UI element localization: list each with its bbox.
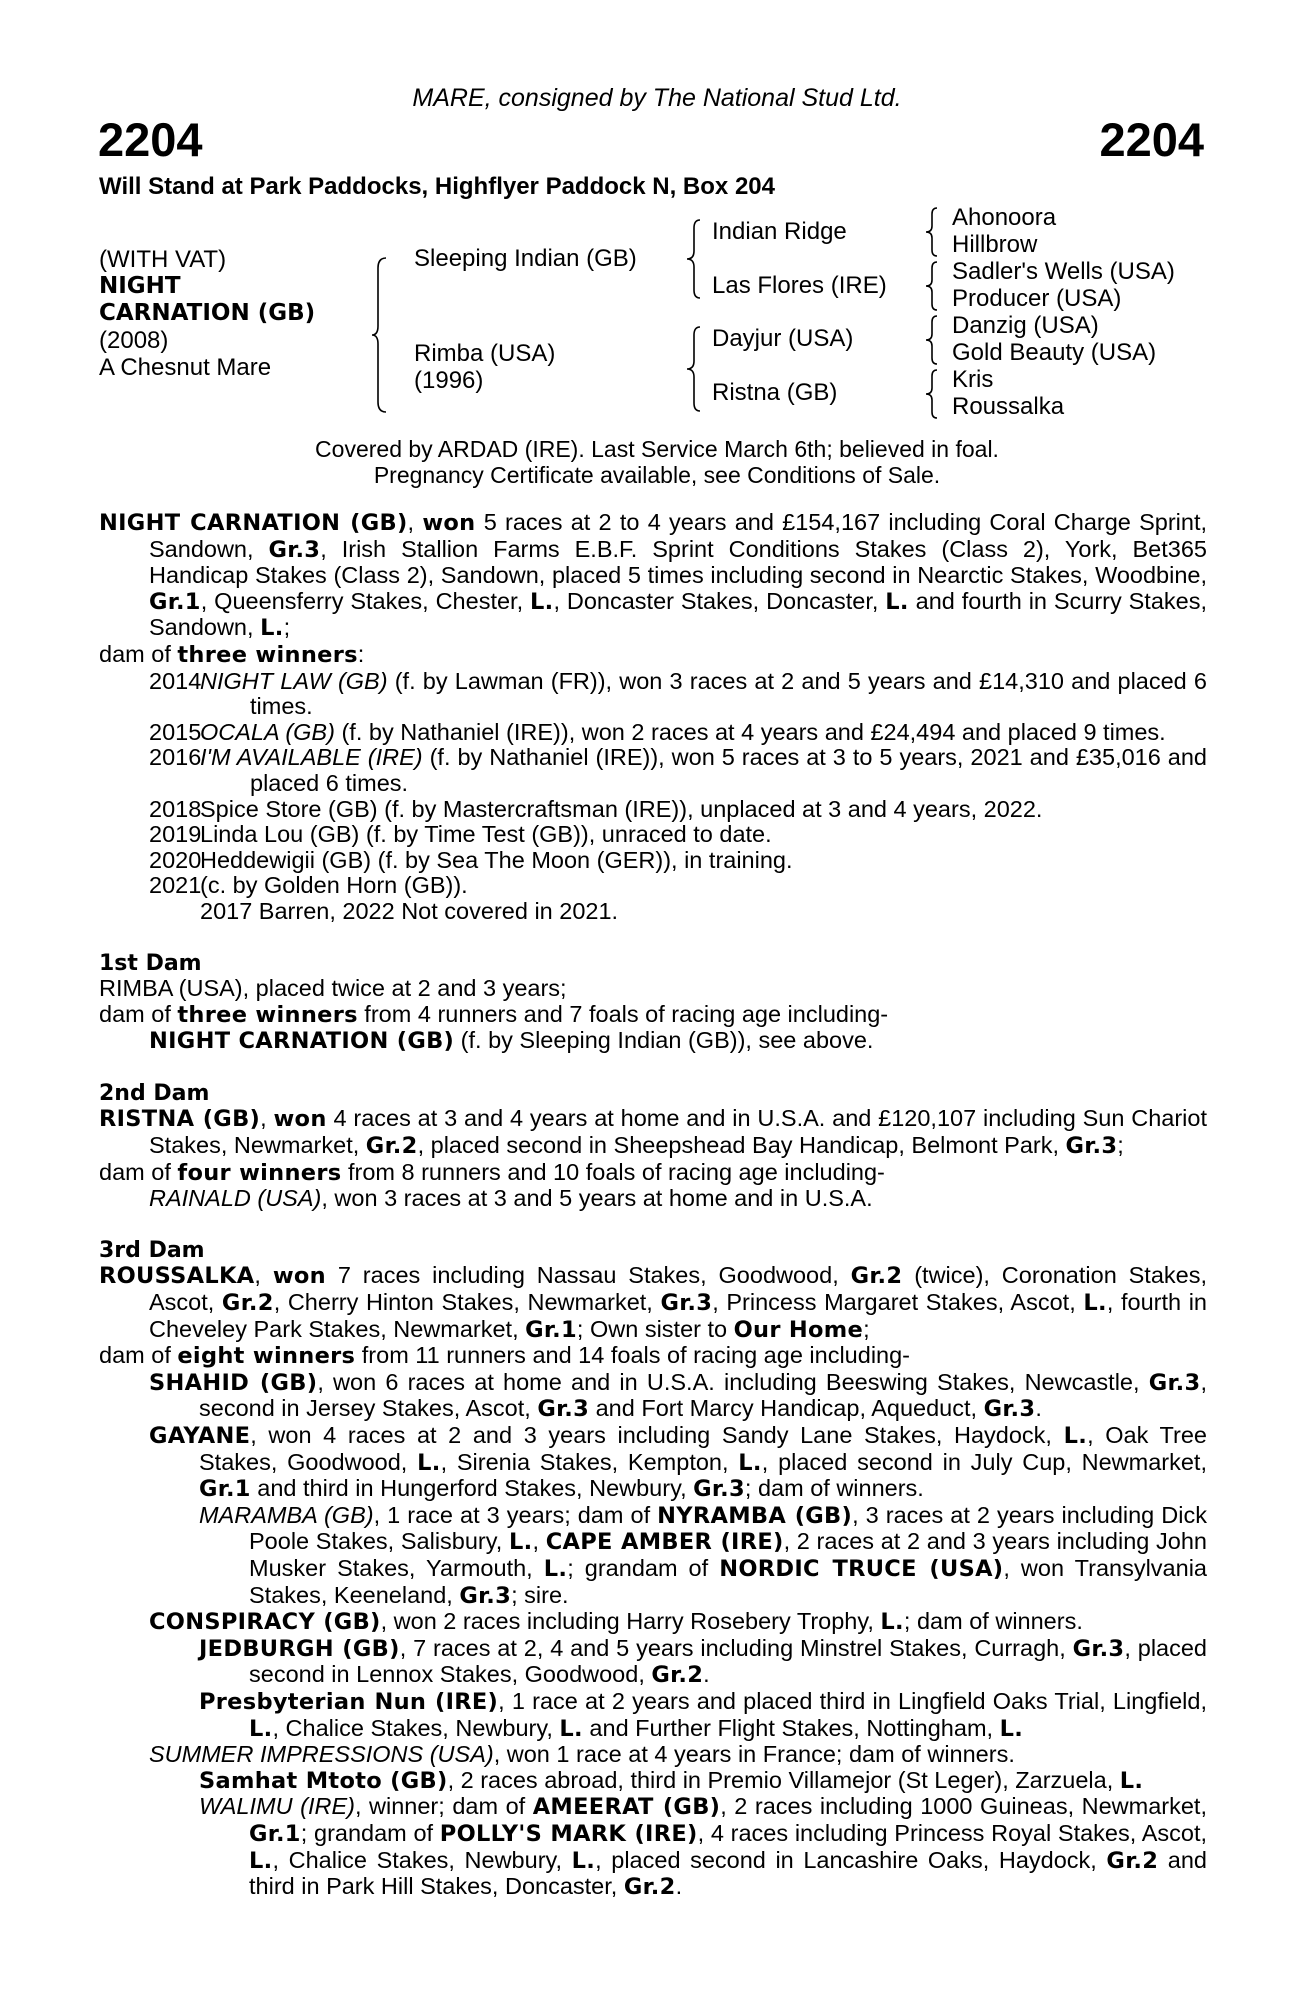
- produce-row: [99, 822, 1207, 848]
- consignor-line: MARE, consigned by The National Stud Ltd.: [412, 84, 902, 112]
- bold-text: L.: [1119, 1767, 1144, 1794]
- bold-text: L.: [885, 588, 909, 615]
- text-run: .: [1035, 1395, 1042, 1422]
- text-run: ; dam of winners.: [744, 1475, 924, 1502]
- text-run: , 2 races abroad, third in Premio Villamejor (St Leger), Zarzuela,: [447, 1766, 1120, 1793]
- horse-year: (2008): [99, 327, 169, 354]
- text-run: .: [675, 1873, 683, 1900]
- produce-year: [99, 899, 200, 925]
- italic-text: NIGHT LAW (GB): [200, 667, 388, 694]
- gg-8: Roussalka: [952, 393, 1065, 420]
- bold-text: SHAHID (GB): [149, 1369, 318, 1396]
- third-dam-entry: [99, 1503, 1207, 1609]
- third-dam-heading: 3rd Dam: [99, 1237, 205, 1263]
- text-run: , 7 races at 2, 4 and 5 years including Minstrel Stakes, Curragh,: [399, 1634, 1073, 1661]
- produce-row: [99, 899, 1207, 925]
- gg-2: Hillbrow: [952, 231, 1038, 258]
- bold-text: Samhat Mtoto (GB): [199, 1767, 448, 1794]
- italic-text: RAINALD (USA): [149, 1185, 322, 1212]
- dam-year: (1996): [414, 367, 484, 394]
- bold-text: Gr.3: [1065, 1133, 1118, 1160]
- brace-g12: [924, 206, 940, 258]
- bold-text: three winners: [177, 641, 358, 668]
- bold-text: Gr.1: [249, 1820, 301, 1847]
- italic-text: MARAMBA (GB): [199, 1501, 374, 1528]
- produce-row: [99, 848, 1207, 874]
- text-run: , placed second in Lennox Stakes, Goodwood,: [249, 1634, 1207, 1688]
- produce-row: [99, 745, 1207, 796]
- text-run: (f. by Nathaniel (IRE)), won 5 races at 3 to 5 years, 2021 and £35,016 and placed 6 times.: [250, 744, 1207, 796]
- bold-text: NIGHT CARNATION (GB): [99, 510, 408, 536]
- italic-text: I'M AVAILABLE (IRE): [200, 744, 423, 771]
- text-run: , won 3 races at 3 and 5 years at home and in U.S.A.: [321, 1185, 873, 1212]
- text-run: , Princess Margaret Stakes, Ascot,: [712, 1289, 1084, 1316]
- bold-text: Gr.3: [660, 1290, 713, 1317]
- produce-list: [99, 669, 1207, 925]
- dam-dam: Ristna (GB): [712, 379, 838, 406]
- text-run: , Queensferry Stakes, Chester,: [200, 587, 530, 614]
- brace-parents: [370, 256, 390, 414]
- bold-text: won: [272, 1263, 326, 1290]
- text-run: ; Own sister to: [576, 1315, 734, 1342]
- gg-4: Producer (USA): [952, 285, 1122, 312]
- text-run: , won 1 race at 4 years in France; dam of winners.: [493, 1741, 1015, 1768]
- text-run: ; grandam of: [300, 1819, 440, 1846]
- bold-text: Gr.2: [1106, 1847, 1159, 1874]
- text-run: ,: [407, 509, 423, 535]
- bold-text: Gr.3: [1148, 1369, 1201, 1396]
- produce-year: 2020: [149, 846, 202, 873]
- produce-row: [99, 669, 1207, 720]
- text-run: and third in Hungerford Stakes, Newbury,: [250, 1475, 694, 1502]
- text-run: ,: [260, 1105, 274, 1132]
- text-run: and Further Flight Stakes, Nottingham,: [582, 1714, 1000, 1741]
- produce-text: [200, 899, 1207, 925]
- text-run: dam of: [99, 640, 178, 667]
- produce-text: [200, 848, 1207, 874]
- text-run: , 2 races at 2 and 3 years including John Musker Stakes, Yarmouth,: [249, 1528, 1207, 1581]
- sire: Sleeping Indian (GB): [414, 245, 637, 272]
- second-dam-line-1: [99, 1106, 1207, 1159]
- catalogue-body: [99, 510, 1207, 1901]
- bold-text: Gr.3: [1072, 1635, 1125, 1662]
- italic-text: OCALA (GB): [200, 718, 335, 745]
- second-dam-line-3: [99, 1186, 1207, 1212]
- third-dam-entry: [99, 1609, 1207, 1636]
- second-dam-heading: 2nd Dam: [99, 1080, 210, 1106]
- third-dam-entry: [99, 1263, 1207, 1343]
- sire-sire: Indian Ridge: [712, 218, 847, 245]
- text-run: ;: [863, 1315, 870, 1342]
- text-run: , won 4 races at 2 and 3 years including Sandy Lane Stakes, Haydock,: [250, 1422, 1064, 1448]
- text-run: , Irish Stallion Farms E.B.F. Sprint Conditions Stakes (Class 2), York, Bet365 Handicap Stakes (Class 2), Sandown, placed 5 times including second in Nearctic Stakes, Woodbine,: [149, 535, 1207, 589]
- bold-text: L.: [880, 1609, 904, 1636]
- brace-dam-parents: [684, 325, 704, 413]
- third-dam-entry: [99, 1768, 1207, 1795]
- bold-text: L.: [999, 1715, 1024, 1742]
- bold-text: NORDIC TRUCE (USA): [719, 1555, 1004, 1582]
- bold-text: Gr.3: [983, 1396, 1036, 1423]
- text-run: from 8 runners and 10 foals of racing age including-: [341, 1158, 885, 1185]
- bold-text: CAPE AMBER (IRE): [545, 1529, 784, 1556]
- text-run: , 1 race at 2 years and placed third in Lingfield Oaks Trial, Lingfield,: [498, 1687, 1207, 1714]
- third-dam-entry: [99, 1742, 1207, 1768]
- text-run: ,: [532, 1528, 546, 1555]
- bold-text: won: [422, 510, 476, 536]
- gg-6: Gold Beauty (USA): [952, 339, 1157, 366]
- bold-text: ROUSSALKA: [99, 1263, 255, 1290]
- bold-text: L.: [508, 1529, 533, 1556]
- bold-text: CONSPIRACY (GB): [149, 1609, 381, 1636]
- third-dam-entry: [99, 1423, 1207, 1503]
- text-run: RIMBA (USA), placed twice at 2 and 3 years;: [99, 975, 567, 1002]
- produce-year: 2014: [149, 667, 202, 694]
- text-run: .: [703, 1661, 710, 1688]
- first-dam-heading: 1st Dam: [99, 950, 202, 976]
- bold-text: L.: [738, 1449, 762, 1476]
- produce-text: [200, 745, 1207, 796]
- text-run: , won 2 races including Harry Rosebery Trophy,: [380, 1608, 881, 1635]
- bold-text: JEDBURGH (GB): [199, 1635, 400, 1662]
- text-run: ; dam of winners.: [903, 1608, 1083, 1635]
- dam-of-three-line: [99, 642, 1207, 669]
- text-run: Spice Store (GB) (f. by Mastercraftsman (IRE)), unplaced at 3 and 4 years, 2022.: [200, 795, 1043, 822]
- text-run: ; grandam of: [567, 1554, 720, 1581]
- text-run: (c. by Golden Horn (GB)).: [200, 872, 468, 899]
- text-run: (twice), Coronation Stakes, Ascot,: [149, 1262, 1208, 1316]
- text-run: , placed second in July Cup, Newmarket,: [761, 1448, 1207, 1475]
- bold-text: Gr.3: [693, 1476, 745, 1503]
- lot-number-left: 2204: [98, 113, 203, 166]
- text-run: , 2 races including 1000 Guineas, Newmarket,: [720, 1793, 1207, 1820]
- bold-text: Gr.1: [149, 588, 201, 615]
- produce-text: [200, 822, 1207, 848]
- bold-text: GAYANE: [149, 1423, 251, 1449]
- bold-text: Gr.3: [537, 1396, 590, 1423]
- brace-g78: [924, 368, 940, 420]
- produce-year: 2019: [149, 821, 202, 848]
- horse-name-line1: NIGHT: [99, 273, 181, 299]
- text-run: , 3 races at 2 years including Dick Poole Stakes, Salisbury,: [249, 1501, 1207, 1555]
- bold-text: Presbyterian Nun (IRE): [199, 1688, 499, 1715]
- bold-text: POLLY'S MARK (IRE): [439, 1820, 698, 1847]
- bold-text: L.: [543, 1555, 568, 1582]
- text-run: , 1 race at 3 years; dam of: [373, 1501, 658, 1528]
- produce-text: [200, 797, 1207, 823]
- gg-7: Kris: [952, 366, 994, 393]
- bold-text: Our Home: [733, 1316, 864, 1343]
- text-run: , placed second in Sheepshead Bay Handicap, Belmont Park,: [417, 1132, 1066, 1159]
- text-run: ;: [1117, 1132, 1124, 1159]
- text-run: , Chalice Stakes, Newbury,: [272, 1846, 572, 1873]
- bold-text: Gr.2: [365, 1133, 418, 1160]
- text-run: 4 races at 3 and 4 years at home and in U.S.A. and £120,107 including Sun Chariot Stakes, Newmarket,: [149, 1105, 1207, 1159]
- covered-line-2: Pregnancy Certificate available, see Conditions of Sale.: [373, 462, 941, 488]
- sire-dam: Las Flores (IRE): [712, 272, 887, 299]
- produce-row: [99, 720, 1207, 746]
- night-carnation-paragraph: [99, 510, 1207, 642]
- italic-text: WALIMU (IRE): [199, 1793, 355, 1820]
- third-dam-entry: [99, 1370, 1207, 1423]
- bold-text: Gr.3: [459, 1582, 512, 1609]
- text-run: , Oak Tree Stakes, Goodwood,: [199, 1422, 1207, 1475]
- first-dam-line-2: [99, 1002, 1207, 1029]
- bold-text: L.: [1083, 1290, 1107, 1317]
- horse-vat: (WITH VAT): [99, 246, 227, 273]
- text-run: , Doncaster Stakes, Doncaster,: [553, 587, 886, 614]
- produce-row: [99, 797, 1207, 823]
- bold-text: L.: [260, 615, 284, 642]
- dam: Rimba (USA): [414, 340, 556, 367]
- text-run: dam of: [99, 1000, 178, 1027]
- produce-year: 2016: [149, 744, 202, 771]
- text-run: from 11 runners and 14 foals of racing age including-: [355, 1342, 911, 1369]
- text-run: :: [357, 640, 365, 667]
- third-dam-entry: [99, 1636, 1207, 1689]
- bold-text: three winners: [177, 1001, 358, 1028]
- text-run: , Cherry Hinton Stakes, Newmarket,: [273, 1289, 661, 1316]
- text-run: (f. by Sleeping Indian (GB)), see above.: [454, 1027, 874, 1054]
- text-run: dam of: [99, 1342, 178, 1369]
- bold-text: NIGHT CARNATION (GB): [149, 1028, 455, 1055]
- text-run: and Fort Marcy Handicap, Aqueduct,: [589, 1395, 984, 1422]
- stand-location: Will Stand at Park Paddocks, Highflyer Paddock N, Box 204: [99, 173, 775, 200]
- text-run: , second in Jersey Stakes, Ascot,: [199, 1368, 1207, 1422]
- covered-note: [0, 436, 1314, 488]
- brace-g56: [924, 314, 940, 366]
- text-run: , won Transylvania Stakes, Keeneland,: [249, 1554, 1207, 1608]
- first-dam-line-3: [99, 1028, 1207, 1055]
- text-run: 5 races at 2 to 4 years and £154,167 including Coral Charge Sprint, Sandown,: [149, 509, 1207, 562]
- bold-text: Gr.2: [651, 1662, 704, 1689]
- third-dam-entry: [99, 1343, 1207, 1370]
- bold-text: L.: [249, 1715, 273, 1742]
- bold-text: Gr.1: [525, 1316, 577, 1343]
- second-dam-line-2: [99, 1160, 1207, 1187]
- bold-text: AMEERAT (GB): [532, 1794, 721, 1821]
- text-run: (f. by Lawman (FR)), won 3 races at 2 and 5 years and £14,310 and placed 6 times.: [250, 667, 1207, 720]
- text-run: dam of: [99, 1158, 178, 1185]
- horse-description: A Chesnut Mare: [99, 354, 272, 381]
- covered-line-1: Covered by ARDAD (IRE). Last Service March 6th; believed in foal.: [315, 436, 999, 462]
- bold-text: won: [273, 1106, 327, 1133]
- text-run: Linda Lou (GB) (f. by Time Test (GB)), unraced to date.: [200, 821, 772, 848]
- produce-text: [200, 873, 1207, 899]
- text-run: , winner; dam of: [354, 1793, 533, 1820]
- third-dam-entry: [99, 1794, 1207, 1900]
- text-run: and fourth in Scurry Stakes, Sandown,: [149, 587, 1207, 641]
- lot-number-right: 2204: [1099, 113, 1204, 166]
- gg-5: Danzig (USA): [952, 312, 1099, 339]
- bold-text: NYRAMBA (GB): [657, 1502, 853, 1529]
- text-run: , 4 races including Princess Royal Stakes, Ascot,: [697, 1819, 1207, 1846]
- bold-text: L.: [529, 588, 554, 615]
- text-run: , won 6 races at home and in U.S.A. including Beeswing Stakes, Newcastle,: [317, 1368, 1149, 1395]
- bold-text: L.: [559, 1715, 583, 1742]
- bold-text: Gr.2: [850, 1263, 903, 1290]
- bold-text: RISTNA (GB): [99, 1106, 261, 1133]
- bold-text: L.: [249, 1847, 273, 1874]
- produce-text: [200, 669, 1207, 720]
- text-run: 2017 Barren, 2022 Not covered in 2021.: [200, 897, 619, 924]
- text-run: Heddewigii (GB) (f. by Sea The Moon (GER)), in training.: [200, 846, 793, 873]
- bold-text: L.: [1063, 1423, 1088, 1449]
- gg-3: Sadler's Wells (USA): [952, 258, 1175, 285]
- third-dam-entry: [99, 1689, 1207, 1742]
- text-run: (f. by Nathaniel (IRE)), won 2 races at 4 years and £24,494 and placed 9 times.: [334, 718, 1166, 745]
- bold-text: Gr.2: [221, 1290, 274, 1317]
- third-dam-list: [99, 1263, 1207, 1900]
- text-run: ;: [283, 614, 291, 641]
- italic-text: SUMMER IMPRESSIONS (USA): [149, 1741, 494, 1768]
- bold-text: Gr.1: [199, 1476, 251, 1503]
- horse-name-line2: CARNATION (GB): [99, 300, 316, 326]
- text-run: , placed second in Lancashire Oaks, Haydock,: [595, 1846, 1107, 1873]
- bold-text: Gr.3: [268, 536, 321, 563]
- text-run: 7 races including Nassau Stakes, Goodwood,: [326, 1262, 851, 1289]
- bold-text: Gr.2: [623, 1874, 676, 1901]
- produce-row: [99, 873, 1207, 899]
- produce-year: 2018: [149, 795, 202, 822]
- text-run: ,: [254, 1262, 273, 1289]
- bold-text: L.: [417, 1449, 441, 1476]
- bold-text: four winners: [177, 1159, 342, 1186]
- text-run: from 4 runners and 7 foals of racing age including-: [357, 1000, 889, 1027]
- text-run: ; sire.: [511, 1581, 569, 1608]
- text-run: , Sirenia Stakes, Kempton,: [440, 1448, 739, 1475]
- brace-sire-parents: [684, 218, 704, 300]
- text-run: and third in Park Hill Stakes, Doncaster,: [249, 1846, 1207, 1900]
- bold-text: eight winners: [177, 1343, 356, 1370]
- first-dam-line-1: [99, 976, 1207, 1002]
- produce-year: 2015: [149, 718, 202, 745]
- text-run: , Chalice Stakes, Newbury,: [272, 1714, 560, 1741]
- dam-sire: Dayjur (USA): [712, 325, 854, 352]
- brace-g34: [924, 260, 940, 312]
- produce-year: 2021: [149, 872, 202, 899]
- gg-1: Ahonoora: [952, 204, 1057, 231]
- bold-text: L.: [571, 1847, 596, 1874]
- text-run: , fourth in Cheveley Park Stakes, Newmarket,: [149, 1289, 1207, 1342]
- produce-text: [200, 720, 1207, 746]
